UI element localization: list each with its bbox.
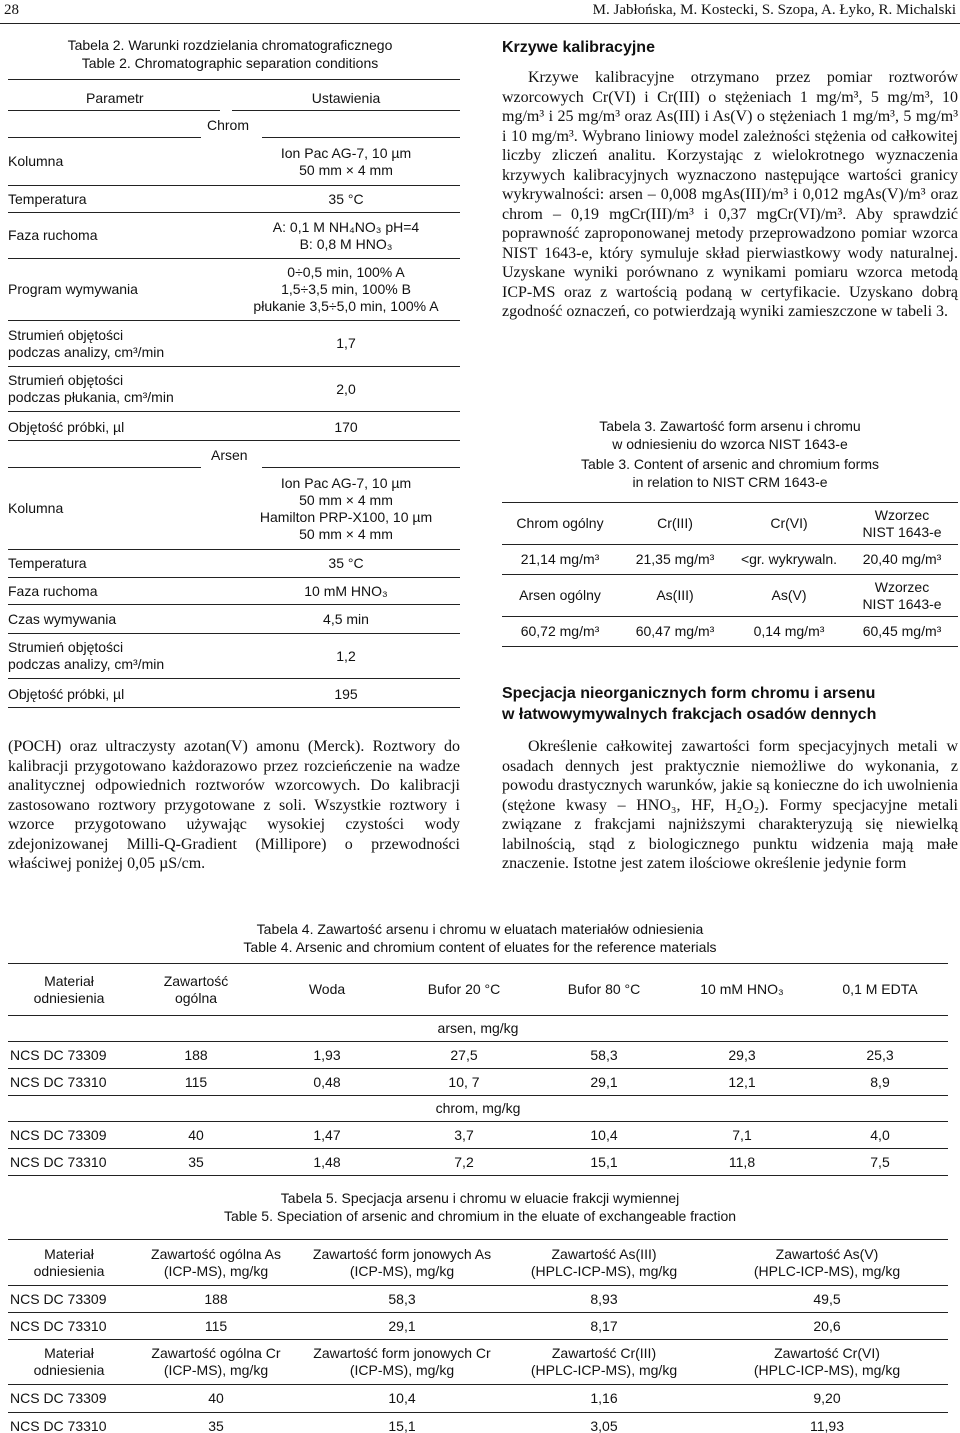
table5-caption-pl: Tabela 5. Specjacja arsenu i chromu w eluacie frakcji wymiennej (280, 1190, 680, 1206)
table2-arsen-row-param: Temperatura (8, 555, 87, 571)
table-cell: 4,0 (812, 1122, 948, 1149)
table-cell: NCS DC 73310 (8, 1313, 130, 1340)
speciation-heading-2: w łatwowymywalnych frakcjach osadów dennych (502, 706, 877, 723)
table-cell: NCS DC 73309 (8, 1385, 130, 1413)
table-cell: Wzorzec NIST 1643-e (846, 503, 958, 545)
table-cell: Arsen ogólny (502, 575, 618, 617)
table4-section-arsen: arsen, mg/kg (8, 1016, 948, 1042)
table3-grid (502, 502, 958, 647)
table2-chrom-row-param: Program wymywania (8, 281, 138, 297)
table-cell: Zawartość ogólna Cr (ICP-MS), mg/kg (130, 1340, 302, 1385)
table2-chrom-row-param: Strumień objętości podczas analizy, cm³/min (8, 326, 165, 360)
table4-row (8, 1122, 948, 1149)
table-cell: As(V) (732, 575, 846, 617)
table2-header-settings: Ustawienia (311, 90, 381, 106)
table3-caption-pl-2: w odniesieniu do wzorca NIST 1643-e (612, 436, 848, 452)
table2-arsen-volume-value: 195 (334, 686, 358, 702)
table-cell: 12,1 (672, 1069, 812, 1096)
table-cell: Zawartość ogólna (130, 964, 262, 1016)
calibration-heading: Krzywe kalibracyjne (502, 39, 655, 56)
table-cell: 58,3 (302, 1286, 502, 1313)
table5-row (8, 1413, 948, 1433)
table3-caption-en-1: Table 3. Content of arsenic and chromium forms (580, 456, 880, 472)
table2-chrom-row-value: 2,0 (336, 380, 356, 397)
table5-row (8, 1313, 948, 1340)
table-cell: 8,93 (502, 1286, 706, 1313)
table4-header-row (8, 964, 948, 1016)
table2-arsen-row-rule (8, 678, 460, 679)
calibration-paragraph: Krzywe kalibracyjne otrzymano przez pomiar roztworów wzorcowych Cr(VI) i Cr(III) o stężeniach 1 mg/m³, 5 mg/m³, 10 mg/m³ i 25 mg/m³ oraz As(III) i As(V) o stężeniach 1 mg/m³, 5 mg/m³ i 10 mg/m³. Wybrano liniowy model zależności stężenia od całkowitej liczby zliczeń analitu. Korzystając z wielokrotnego wyznaczenia krzywych kalibracyjnych wyznaczono następujące wartości granicy wykrywalności: arsen – 0,008 mgAs(III)/m³ i 0,012 mgAs(V)/m³ oraz chrom – 0,19 mgCr(III)/m³ i 0,37 mgCr(VI)/m³. Aby sprawdzić poprawność zaproponowanej metody przeprowadzono pomiar wzorca NIST 1643-e, który symuluje skład pierwiastkowy wody naturalnej. Uzyskane wyniki porównano z wynikami pomiaru wzorca metodą ICP-MS oraz z wartością podaną w certyfikacie. Uzyskano dobrą zgodność oznaczeń, co potwierdzają wyniki zamieszczone w tabeli 3. (502, 69, 958, 320)
table-cell: 10, 7 (392, 1069, 536, 1096)
table2-chrom-row-rule (8, 185, 460, 186)
table-cell: 188 (130, 1042, 262, 1069)
table5-row (8, 1385, 948, 1413)
table-cell: NCS DC 73309 (8, 1286, 130, 1313)
table-cell: 29,1 (536, 1069, 672, 1096)
table-cell: Zawartość form jonowych Cr (ICP-MS), mg/kg (302, 1340, 502, 1385)
table-cell: Woda (262, 964, 392, 1016)
table-cell: 1,93 (262, 1042, 392, 1069)
table2-arsen-row-param: Czas wymywania (8, 610, 117, 627)
header-rule (0, 23, 960, 24)
table-cell: Materiał odniesienia (8, 1240, 130, 1286)
table-cell: 115 (130, 1313, 302, 1340)
table-cell: Bufor 20 °C (392, 964, 536, 1016)
table-cell: Zawartość As(V) (HPLC-ICP-MS), mg/kg (706, 1240, 948, 1286)
table2-header-param: Parametr (86, 90, 144, 106)
table-cell: 15,1 (536, 1149, 672, 1176)
table-cell: 40 (130, 1122, 262, 1149)
table-cell: 3,7 (392, 1122, 536, 1149)
table-cell: 40 (130, 1385, 302, 1413)
table2-chrom-row-param: Temperatura (8, 190, 87, 207)
table-cell: 8,17 (502, 1313, 706, 1340)
table-cell: Materiał odniesienia (8, 964, 130, 1016)
table-cell: 1,48 (262, 1149, 392, 1176)
table2-chrom-row-rule (8, 366, 460, 367)
table-cell: 188 (130, 1286, 302, 1313)
table-cell: 7,2 (392, 1149, 536, 1176)
table2-chrom-row-value: 1,7 (336, 335, 356, 351)
table-cell: 1,16 (502, 1385, 706, 1413)
table2-arsen-row-value: 35 °C (328, 555, 364, 571)
table-cell: Zawartość form jonowych As (ICP-MS), mg/kg (302, 1240, 502, 1286)
table2-arsen-row-rule (8, 604, 460, 605)
table-cell: Wzorzec NIST 1643-e (846, 575, 958, 617)
table2-arsen-row-param: Strumień objętości podczas analizy, cm³/min (8, 639, 165, 672)
table-cell: 21,35 mg/m³ (618, 545, 732, 575)
table-cell: 7,5 (812, 1149, 948, 1176)
table2-caption-pl: Tabela 2. Warunki rozdzielania chromatograficznego (67, 37, 393, 53)
table2-section-arsen: Arsen (211, 447, 248, 463)
table-cell: 0,1 M EDTA (812, 964, 948, 1016)
table2-chrom-row-param: Kolumna (8, 153, 64, 169)
running-header-authors: M. Jabłońska, M. Kostecki, S. Szopa, A. Łyko, R. Michalski (592, 2, 956, 18)
table-cell: 60,45 mg/m³ (846, 617, 958, 647)
table2-chrom-row-value: Ion Pac AG-7, 10 µm 50 mm × 4 mm (280, 144, 412, 178)
table2-arsen-row-value: 4,5 min (323, 610, 369, 627)
table-cell: 10,4 (302, 1385, 502, 1413)
table-cell: NCS DC 73310 (8, 1413, 130, 1433)
table2-chrom-row-value: 35 °C (328, 190, 364, 207)
table-cell: Zawartość As(III) (HPLC-ICP-MS), mg/kg (502, 1240, 706, 1286)
table-cell: 10 mM HNO₃ (672, 964, 812, 1016)
table-cell: 10,4 (536, 1122, 672, 1149)
table-cell: 25,3 (812, 1042, 948, 1069)
table4-grid (8, 963, 948, 1176)
table4-section-row (8, 1016, 948, 1042)
table-cell: 15,1 (302, 1413, 502, 1433)
table-cell: NCS DC 73309 (8, 1042, 130, 1069)
table-cell: 3,05 (502, 1413, 706, 1433)
table4-row (8, 1069, 948, 1096)
table2-arsen-row-value: 10 mM HNO₃ (304, 582, 388, 599)
table2-arsen-volume-param: Objętość próbki, µl (8, 686, 125, 702)
table-cell: 0,48 (262, 1069, 392, 1096)
table2-caption-en: Table 2. Chromatographic separation conditions (81, 55, 379, 71)
table-cell: 115 (130, 1069, 262, 1096)
table4-caption-pl: Tabela 4. Zawartość arsenu i chromu w eluatach materiałów odniesienia (256, 921, 704, 937)
speciation-paragraph: Określenie całkowitej zawartości form specjacyjnych metali w osadach dennych jest praktycznie niemożliwe do wykonania, z powodu drastycznych warunków, jakie są konieczne do ich uwolnienia (stężone kwasy – HNO₃, HF, H₂O₂). Formy specjacyjne metali związane z frakcjami najniższymi charakteryzują się niewielką labilnością, stąd z biologicznego punktu widzenia mają małe znaczenie. Istotne jest zatem ilościowe określenie jedynie form (502, 738, 958, 872)
table5-header-row (8, 1240, 948, 1286)
speciation-heading-1: Specjacja nieorganicznych form chromu i arsenu (502, 685, 876, 702)
table-cell: 21,14 mg/m³ (502, 545, 618, 575)
table-cell: NCS DC 73310 (8, 1149, 130, 1176)
table-cell: 35 (130, 1413, 302, 1433)
table4-section-row (8, 1096, 948, 1122)
table2-chrom-row-value: 0÷0,5 min, 100% A 1,5÷3,5 min, 100% B płukanie 3,5÷5,0 min, 100% A (253, 264, 439, 314)
table-cell: Materiał odniesienia (8, 1340, 130, 1385)
table2-arsen-row-rule (8, 549, 460, 550)
table-cell: 20,40 mg/m³ (846, 545, 958, 575)
table2-arsen-row-rule (8, 633, 460, 634)
table2-chrom-row-param: Faza ruchoma (8, 227, 98, 243)
table3-row (502, 617, 958, 647)
table-cell: Cr(VI) (732, 503, 846, 545)
table2-arsen-row-rule (8, 577, 460, 578)
table-cell: 0,14 mg/m³ (732, 617, 846, 647)
table2-chrom-volume-param: Objętość próbki, µl (8, 419, 125, 435)
table-cell: 29,3 (672, 1042, 812, 1069)
table-cell: 20,6 (706, 1313, 948, 1340)
table2-chrom-row-value: A: 0,1 M NH₄NO₃ pH=4 B: 0,8 M HNO₃ (272, 218, 420, 252)
table2-chrom-volume-value: 170 (334, 419, 358, 435)
table-cell: 58,3 (536, 1042, 672, 1069)
table-cell: NCS DC 73310 (8, 1069, 130, 1096)
table5-caption-en: Table 5. Speciation of arsenic and chromium in the eluate of exchangeable fraction (223, 1208, 737, 1224)
table2-arsen-row-value: Ion Pac AG-7, 10 µm 50 mm × 4 mm Hamilton PRP-X100, 10 µm 50 mm × 4 mm (259, 474, 433, 542)
table2-chrom-row-param: Strumień objętości podczas płukania, cm³/min (8, 372, 174, 405)
table-cell: 7,1 (672, 1122, 812, 1149)
table-cell: 1,47 (262, 1122, 392, 1149)
table-cell: Chrom ogólny (502, 503, 618, 545)
table3-row (502, 503, 958, 545)
table-cell: Cr(III) (618, 503, 732, 545)
table-cell: 11,8 (672, 1149, 812, 1176)
table-cell: Bufor 80 °C (536, 964, 672, 1016)
materials-paragraph: (POCH) oraz ultraczysty azotan(V) amonu (Merck). Roztwory do kalibracji przygotowano każdorazowo przez rozcieńczenie na wadze analitycznej odpowiednich roztworów wzorcowych. Do kalibracji zastosowano roztwory przygotowane z soli. Wszystkie roztwory i wzorce przygotowano używając wysokiej czystości wody zdejonizowanej Milli-Q-Gradient (Millipore) o przewodności właściwej poniżej 0,05 µS/cm. (8, 738, 460, 872)
table5-row (8, 1286, 948, 1313)
table-cell: <gr. wykrywaln. (732, 545, 846, 575)
table2-chrom-row-rule (8, 411, 460, 412)
table-cell: 60,72 mg/m³ (502, 617, 618, 647)
table2-chrom-row-rule (8, 258, 460, 259)
table-cell: Zawartość Cr(VI) (HPLC-ICP-MS), mg/kg (706, 1340, 948, 1385)
table-cell: 11,93 (706, 1413, 948, 1433)
table2-arsen-row-value: 1,2 (336, 647, 356, 664)
table-cell: 9,20 (706, 1385, 948, 1413)
table4-caption-en: Table 4. Arsenic and chromium content of eluates for the reference materials (243, 939, 717, 955)
table-cell: 49,5 (706, 1286, 948, 1313)
table-cell: NCS DC 73309 (8, 1122, 130, 1149)
table-cell: 60,47 mg/m³ (618, 617, 732, 647)
table-cell: 35 (130, 1149, 262, 1176)
table5-header-row (8, 1340, 948, 1385)
table3-caption-pl-1: Tabela 3. Zawartość form arsenu i chromu (599, 418, 861, 434)
table-cell: 29,1 (302, 1313, 502, 1340)
table-cell: Zawartość ogólna As (ICP-MS), mg/kg (130, 1240, 302, 1286)
table3-caption-en-2: in relation to NIST CRM 1643-e (632, 474, 828, 490)
table2-arsen-row-param: Faza ruchoma (8, 582, 98, 599)
table3-row (502, 545, 958, 575)
table-cell: Zawartość Cr(III) (HPLC-ICP-MS), mg/kg (502, 1340, 706, 1385)
table5-grid (8, 1239, 948, 1433)
table3-row (502, 575, 958, 617)
page-number: 28 (4, 2, 19, 18)
table2-section-chrom: Chrom (207, 117, 250, 133)
table2-chrom-row-rule (8, 212, 460, 213)
table-cell: 27,5 (392, 1042, 536, 1069)
table4-section-chrom: chrom, mg/kg (8, 1096, 948, 1122)
table4-row (8, 1042, 948, 1069)
table-cell: As(III) (618, 575, 732, 617)
table-cell: 8,9 (812, 1069, 948, 1096)
table4-row (8, 1149, 948, 1176)
table2-arsen-row-param: Kolumna (8, 500, 64, 516)
table2-chrom-row-rule (8, 320, 460, 321)
